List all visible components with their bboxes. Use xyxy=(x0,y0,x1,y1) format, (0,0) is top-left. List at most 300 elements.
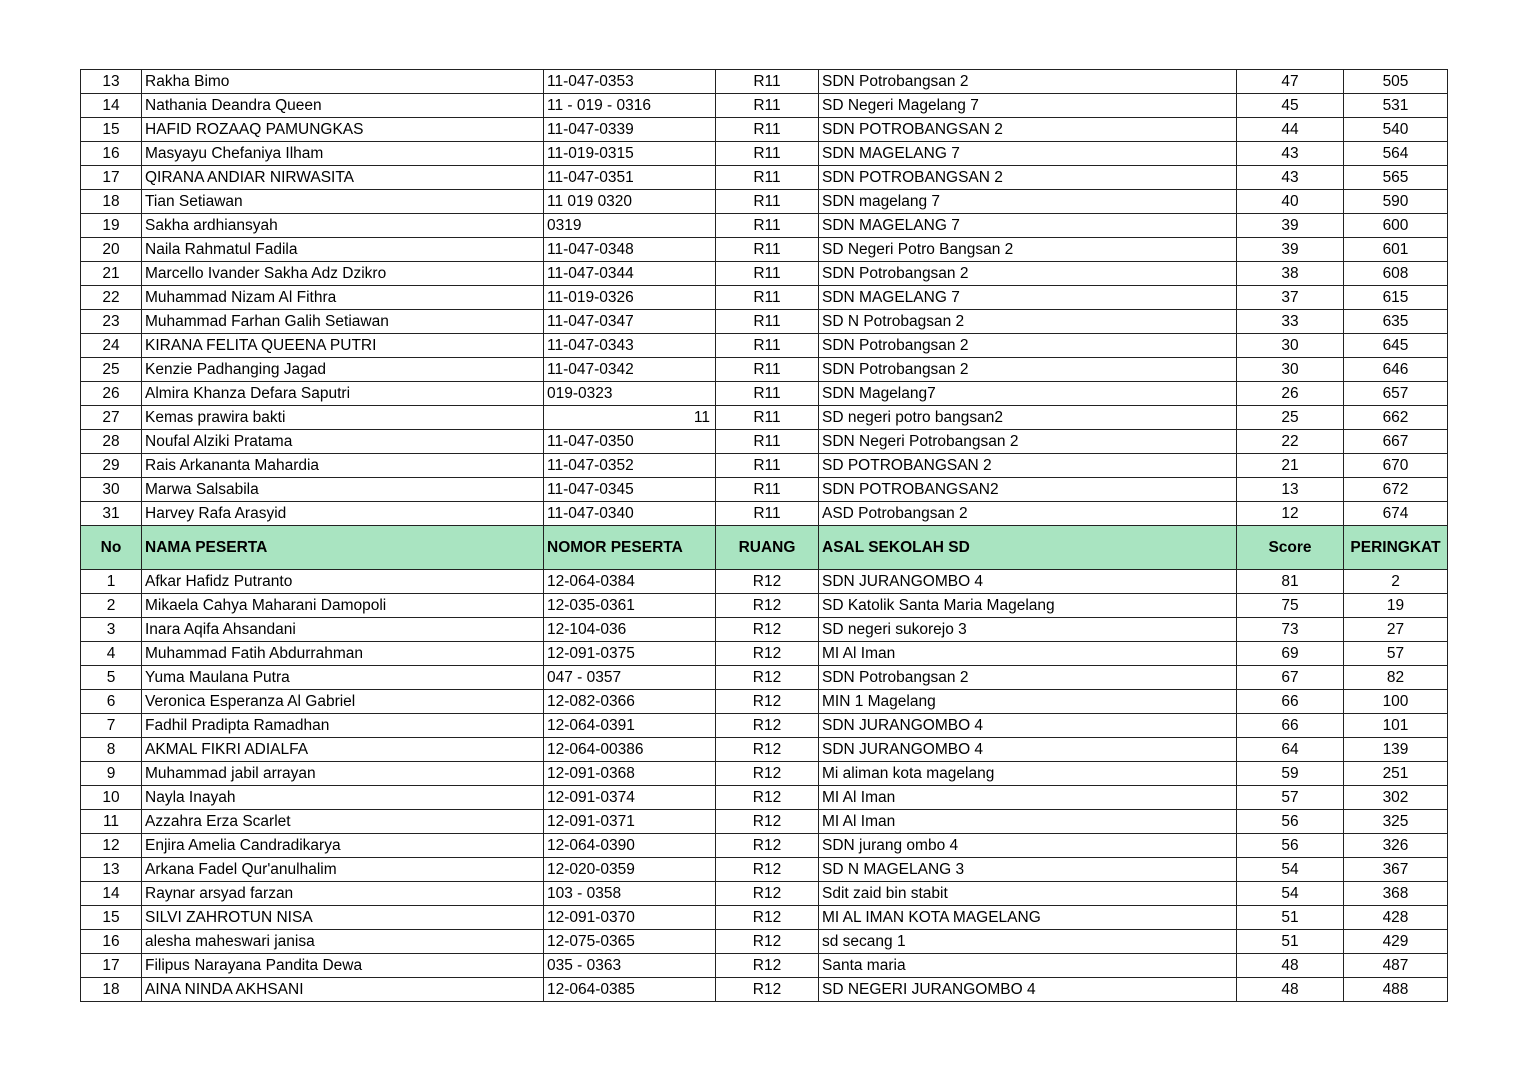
cell-name: Veronica Esperanza Al Gabriel xyxy=(142,690,544,714)
header-row xyxy=(81,526,1448,570)
cell-name: Marcello Ivander Sakha Adz Dzikro xyxy=(142,262,544,286)
cell-rank: 251 xyxy=(1344,762,1448,786)
cell-room: R12 xyxy=(716,690,819,714)
cell-rank: 564 xyxy=(1344,142,1448,166)
table-row xyxy=(81,570,1448,594)
cell-no: 16 xyxy=(81,142,142,166)
cell-school: SDN Negeri Potrobangsan 2 xyxy=(819,430,1237,454)
cell-score: 40 xyxy=(1237,190,1344,214)
table-row xyxy=(81,642,1448,666)
cell-rank: 326 xyxy=(1344,834,1448,858)
table-row xyxy=(81,618,1448,642)
cell-rank: 565 xyxy=(1344,166,1448,190)
cell-rank: 667 xyxy=(1344,430,1448,454)
cell-school: SDN JURANGOMBO 4 xyxy=(819,714,1237,738)
cell-room: R12 xyxy=(716,954,819,978)
cell-room: R11 xyxy=(716,358,819,382)
cell-no: 3 xyxy=(81,618,142,642)
cell-no: 30 xyxy=(81,478,142,502)
cell-school: SD Katolik Santa Maria Magelang xyxy=(819,594,1237,618)
cell-school: SDN magelang 7 xyxy=(819,190,1237,214)
cell-name: Masyayu Chefaniya Ilham xyxy=(142,142,544,166)
cell-name: Naila Rahmatul Fadila xyxy=(142,238,544,262)
cell-no: 18 xyxy=(81,978,142,1002)
cell-rank: 601 xyxy=(1344,238,1448,262)
cell-name: Muhammad jabil arrayan xyxy=(142,762,544,786)
cell-room: R12 xyxy=(716,786,819,810)
cell-no: 18 xyxy=(81,190,142,214)
cell-room: R12 xyxy=(716,882,819,906)
cell-school: SD N Potrobagsan 2 xyxy=(819,310,1237,334)
cell-room: R12 xyxy=(716,906,819,930)
cell-number: 12-064-0390 xyxy=(544,834,716,858)
cell-rank: 657 xyxy=(1344,382,1448,406)
table-row xyxy=(81,382,1448,406)
cell-score: 12 xyxy=(1237,502,1344,526)
cell-room: R11 xyxy=(716,382,819,406)
cell-number: 11-047-0348 xyxy=(544,238,716,262)
cell-school: SDN Potrobangsan 2 xyxy=(819,666,1237,690)
cell-no: 23 xyxy=(81,310,142,334)
cell-no: 13 xyxy=(81,70,142,94)
cell-rank: 19 xyxy=(1344,594,1448,618)
cell-room: R11 xyxy=(716,310,819,334)
cell-rank: 608 xyxy=(1344,262,1448,286)
cell-number: 11-019-0326 xyxy=(544,286,716,310)
cell-no: 22 xyxy=(81,286,142,310)
cell-score: 54 xyxy=(1237,858,1344,882)
cell-room: R12 xyxy=(716,594,819,618)
cell-score: 51 xyxy=(1237,930,1344,954)
cell-number: 12-075-0365 xyxy=(544,930,716,954)
cell-score: 33 xyxy=(1237,310,1344,334)
table-row xyxy=(81,762,1448,786)
cell-room: R12 xyxy=(716,858,819,882)
cell-name: Sakha ardhiansyah xyxy=(142,214,544,238)
cell-score: 47 xyxy=(1237,70,1344,94)
cell-rank: 100 xyxy=(1344,690,1448,714)
cell-no: 2 xyxy=(81,594,142,618)
table-row xyxy=(81,738,1448,762)
cell-school: Santa maria xyxy=(819,954,1237,978)
table-body-r12 xyxy=(81,570,1448,1002)
cell-name: Afkar Hafidz Putranto xyxy=(142,570,544,594)
cell-score: 54 xyxy=(1237,882,1344,906)
cell-score: 43 xyxy=(1237,142,1344,166)
cell-name: Rais Arkananta Mahardia xyxy=(142,454,544,478)
cell-number: 12-091-0371 xyxy=(544,810,716,834)
table-row xyxy=(81,834,1448,858)
header-school: ASAL SEKOLAH SD xyxy=(819,526,1237,570)
cell-score: 45 xyxy=(1237,94,1344,118)
cell-no: 13 xyxy=(81,858,142,882)
cell-room: R11 xyxy=(716,430,819,454)
cell-school: SDN POTROBANGSAN 2 xyxy=(819,166,1237,190)
cell-school: MI Al Iman xyxy=(819,642,1237,666)
cell-rank: 646 xyxy=(1344,358,1448,382)
cell-school: SDN POTROBANGSAN 2 xyxy=(819,118,1237,142)
cell-name: Tian Setiawan xyxy=(142,190,544,214)
table-row xyxy=(81,594,1448,618)
cell-room: R11 xyxy=(716,118,819,142)
cell-no: 26 xyxy=(81,382,142,406)
cell-school: SDN JURANGOMBO 4 xyxy=(819,738,1237,762)
cell-room: R11 xyxy=(716,286,819,310)
results-table xyxy=(80,69,1448,1002)
cell-number: 12-020-0359 xyxy=(544,858,716,882)
table-row xyxy=(81,310,1448,334)
cell-name: Marwa Salsabila xyxy=(142,478,544,502)
cell-school: SDN JURANGOMBO 4 xyxy=(819,570,1237,594)
table-row xyxy=(81,334,1448,358)
cell-number: 11-047-0352 xyxy=(544,454,716,478)
cell-score: 21 xyxy=(1237,454,1344,478)
cell-name: Muhammad Fatih Abdurrahman xyxy=(142,642,544,666)
cell-room: R12 xyxy=(716,762,819,786)
cell-no: 31 xyxy=(81,502,142,526)
cell-name: Enjira Amelia Candradikarya xyxy=(142,834,544,858)
cell-score: 39 xyxy=(1237,214,1344,238)
cell-no: 1 xyxy=(81,570,142,594)
table-body-r11 xyxy=(81,70,1448,526)
table-row xyxy=(81,454,1448,478)
cell-rank: 600 xyxy=(1344,214,1448,238)
cell-number: 12-035-0361 xyxy=(544,594,716,618)
cell-room: R11 xyxy=(716,94,819,118)
header-score: Score xyxy=(1237,526,1344,570)
table-row xyxy=(81,714,1448,738)
cell-room: R11 xyxy=(716,478,819,502)
cell-number: 12-091-0375 xyxy=(544,642,716,666)
cell-school: SDN MAGELANG 7 xyxy=(819,142,1237,166)
cell-room: R12 xyxy=(716,930,819,954)
cell-room: R11 xyxy=(716,190,819,214)
table-row xyxy=(81,406,1448,430)
cell-no: 27 xyxy=(81,406,142,430)
table-row xyxy=(81,118,1448,142)
cell-name: Raynar arsyad farzan xyxy=(142,882,544,906)
cell-room: R12 xyxy=(716,570,819,594)
table-row xyxy=(81,666,1448,690)
cell-school: SDN Magelang7 xyxy=(819,382,1237,406)
cell-name: HAFID ROZAAQ PAMUNGKAS xyxy=(142,118,544,142)
cell-score: 57 xyxy=(1237,786,1344,810)
cell-number: 0319 xyxy=(544,214,716,238)
cell-no: 4 xyxy=(81,642,142,666)
cell-rank: 487 xyxy=(1344,954,1448,978)
table-row xyxy=(81,954,1448,978)
cell-score: 73 xyxy=(1237,618,1344,642)
table-row xyxy=(81,142,1448,166)
table-row xyxy=(81,882,1448,906)
cell-no: 6 xyxy=(81,690,142,714)
cell-number: 12-064-0391 xyxy=(544,714,716,738)
cell-number: 12-091-0368 xyxy=(544,762,716,786)
table-row xyxy=(81,858,1448,882)
cell-rank: 325 xyxy=(1344,810,1448,834)
table-row xyxy=(81,430,1448,454)
cell-school: SDN Potrobangsan 2 xyxy=(819,262,1237,286)
cell-rank: 672 xyxy=(1344,478,1448,502)
cell-number: 035 - 0363 xyxy=(544,954,716,978)
cell-score: 59 xyxy=(1237,762,1344,786)
cell-name: KIRANA FELITA QUEENA PUTRI xyxy=(142,334,544,358)
table-row xyxy=(81,906,1448,930)
cell-score: 48 xyxy=(1237,978,1344,1002)
cell-number: 12-091-0370 xyxy=(544,906,716,930)
cell-school: SD negeri potro bangsan2 xyxy=(819,406,1237,430)
cell-no: 25 xyxy=(81,358,142,382)
cell-room: R12 xyxy=(716,714,819,738)
cell-number: 12-064-0384 xyxy=(544,570,716,594)
cell-rank: 2 xyxy=(1344,570,1448,594)
cell-name: Rakha Bimo xyxy=(142,70,544,94)
cell-room: R11 xyxy=(716,502,819,526)
cell-room: R12 xyxy=(716,642,819,666)
cell-no: 28 xyxy=(81,430,142,454)
table-row xyxy=(81,190,1448,214)
cell-school: SDN Potrobangsan 2 xyxy=(819,334,1237,358)
cell-rank: 590 xyxy=(1344,190,1448,214)
cell-room: R11 xyxy=(716,238,819,262)
cell-rank: 505 xyxy=(1344,70,1448,94)
cell-no: 20 xyxy=(81,238,142,262)
cell-score: 67 xyxy=(1237,666,1344,690)
cell-name: Mikaela Cahya Maharani Damopoli xyxy=(142,594,544,618)
cell-score: 22 xyxy=(1237,430,1344,454)
cell-school: MIN 1 Magelang xyxy=(819,690,1237,714)
cell-name: AKMAL FIKRI ADIALFA xyxy=(142,738,544,762)
cell-school: SDN MAGELANG 7 xyxy=(819,286,1237,310)
cell-rank: 101 xyxy=(1344,714,1448,738)
cell-school: SD negeri sukorejo 3 xyxy=(819,618,1237,642)
cell-school: SDN Potrobangsan 2 xyxy=(819,358,1237,382)
cell-school: SD Negeri Magelang 7 xyxy=(819,94,1237,118)
cell-school: Mi aliman kota magelang xyxy=(819,762,1237,786)
cell-score: 75 xyxy=(1237,594,1344,618)
cell-score: 51 xyxy=(1237,906,1344,930)
cell-name: Inara Aqifa Ahsandani xyxy=(142,618,544,642)
cell-number: 019-0323 xyxy=(544,382,716,406)
cell-rank: 531 xyxy=(1344,94,1448,118)
cell-number: 11 019 0320 xyxy=(544,190,716,214)
table-row xyxy=(81,238,1448,262)
cell-room: R11 xyxy=(716,262,819,286)
cell-score: 66 xyxy=(1237,714,1344,738)
cell-name: Arkana Fadel Qur'anulhalim xyxy=(142,858,544,882)
cell-score: 38 xyxy=(1237,262,1344,286)
cell-rank: 302 xyxy=(1344,786,1448,810)
cell-score: 56 xyxy=(1237,810,1344,834)
cell-number: 11 xyxy=(544,406,716,430)
cell-score: 25 xyxy=(1237,406,1344,430)
cell-name: Almira Khanza Defara Saputri xyxy=(142,382,544,406)
cell-score: 56 xyxy=(1237,834,1344,858)
cell-rank: 429 xyxy=(1344,930,1448,954)
cell-number: 12-064-0385 xyxy=(544,978,716,1002)
cell-room: R12 xyxy=(716,810,819,834)
cell-no: 14 xyxy=(81,882,142,906)
header-name: NAMA PESERTA xyxy=(142,526,544,570)
cell-no: 8 xyxy=(81,738,142,762)
cell-no: 21 xyxy=(81,262,142,286)
table-row xyxy=(81,810,1448,834)
header-number: NOMOR PESERTA xyxy=(544,526,716,570)
cell-rank: 82 xyxy=(1344,666,1448,690)
cell-room: R11 xyxy=(716,334,819,358)
cell-number: 11-047-0353 xyxy=(544,70,716,94)
cell-name: Kemas prawira bakti xyxy=(142,406,544,430)
cell-name: Yuma Maulana Putra xyxy=(142,666,544,690)
cell-number: 12-064-00386 xyxy=(544,738,716,762)
cell-name: Filipus Narayana Pandita Dewa xyxy=(142,954,544,978)
table-row xyxy=(81,286,1448,310)
table-row xyxy=(81,94,1448,118)
cell-score: 30 xyxy=(1237,334,1344,358)
cell-no: 19 xyxy=(81,214,142,238)
cell-no: 7 xyxy=(81,714,142,738)
cell-room: R12 xyxy=(716,618,819,642)
cell-number: 11-047-0342 xyxy=(544,358,716,382)
table-row xyxy=(81,214,1448,238)
cell-school: Sdit zaid bin stabit xyxy=(819,882,1237,906)
cell-rank: 368 xyxy=(1344,882,1448,906)
cell-name: Nayla Inayah xyxy=(142,786,544,810)
cell-number: 11-047-0351 xyxy=(544,166,716,190)
cell-number: 11-047-0350 xyxy=(544,430,716,454)
cell-score: 69 xyxy=(1237,642,1344,666)
cell-room: R11 xyxy=(716,406,819,430)
cell-score: 39 xyxy=(1237,238,1344,262)
cell-no: 5 xyxy=(81,666,142,690)
cell-no: 24 xyxy=(81,334,142,358)
cell-school: SD NEGERI JURANGOMBO 4 xyxy=(819,978,1237,1002)
cell-school: MI Al Iman xyxy=(819,786,1237,810)
cell-number: 12-104-036 xyxy=(544,618,716,642)
header-rank: PERINGKAT xyxy=(1344,526,1448,570)
cell-number: 047 - 0357 xyxy=(544,666,716,690)
cell-rank: 428 xyxy=(1344,906,1448,930)
cell-score: 66 xyxy=(1237,690,1344,714)
cell-no: 14 xyxy=(81,94,142,118)
cell-name: SILVI ZAHROTUN NISA xyxy=(142,906,544,930)
table-row xyxy=(81,262,1448,286)
cell-rank: 488 xyxy=(1344,978,1448,1002)
cell-no: 29 xyxy=(81,454,142,478)
cell-no: 17 xyxy=(81,166,142,190)
cell-no: 12 xyxy=(81,834,142,858)
cell-rank: 615 xyxy=(1344,286,1448,310)
cell-no: 11 xyxy=(81,810,142,834)
cell-name: alesha maheswari janisa xyxy=(142,930,544,954)
cell-name: Kenzie Padhanging Jagad xyxy=(142,358,544,382)
cell-rank: 635 xyxy=(1344,310,1448,334)
cell-school: SDN Potrobangsan 2 xyxy=(819,70,1237,94)
cell-school: SDN jurang ombo 4 xyxy=(819,834,1237,858)
table-row xyxy=(81,786,1448,810)
cell-school: SD N MAGELANG 3 xyxy=(819,858,1237,882)
cell-room: R12 xyxy=(716,738,819,762)
cell-rank: 139 xyxy=(1344,738,1448,762)
cell-number: 12-091-0374 xyxy=(544,786,716,810)
cell-name: Muhammad Farhan Galih Setiawan xyxy=(142,310,544,334)
cell-score: 81 xyxy=(1237,570,1344,594)
cell-school: MI Al Iman xyxy=(819,810,1237,834)
cell-score: 48 xyxy=(1237,954,1344,978)
cell-number: 11-047-0344 xyxy=(544,262,716,286)
cell-score: 64 xyxy=(1237,738,1344,762)
cell-school: SDN POTROBANGSAN2 xyxy=(819,478,1237,502)
cell-name: Muhammad Nizam Al Fithra xyxy=(142,286,544,310)
cell-no: 15 xyxy=(81,906,142,930)
cell-name: Azzahra Erza Scarlet xyxy=(142,810,544,834)
cell-no: 15 xyxy=(81,118,142,142)
cell-name: AINA NINDA AKHSANI xyxy=(142,978,544,1002)
cell-rank: 662 xyxy=(1344,406,1448,430)
cell-number: 11-047-0347 xyxy=(544,310,716,334)
cell-no: 9 xyxy=(81,762,142,786)
cell-name: Nathania Deandra Queen xyxy=(142,94,544,118)
table-row xyxy=(81,978,1448,1002)
cell-number: 11-047-0340 xyxy=(544,502,716,526)
cell-number: 12-082-0366 xyxy=(544,690,716,714)
cell-rank: 367 xyxy=(1344,858,1448,882)
header-no: No xyxy=(81,526,142,570)
cell-room: R11 xyxy=(716,70,819,94)
cell-school: SDN MAGELANG 7 xyxy=(819,214,1237,238)
cell-room: R11 xyxy=(716,166,819,190)
table-row xyxy=(81,70,1448,94)
table-row xyxy=(81,478,1448,502)
cell-school: SD POTROBANGSAN 2 xyxy=(819,454,1237,478)
table-row xyxy=(81,358,1448,382)
cell-room: R11 xyxy=(716,142,819,166)
cell-name: Fadhil Pradipta Ramadhan xyxy=(142,714,544,738)
cell-room: R11 xyxy=(716,454,819,478)
cell-school: ASD Potrobangsan 2 xyxy=(819,502,1237,526)
cell-school: SD Negeri Potro Bangsan 2 xyxy=(819,238,1237,262)
table-header xyxy=(81,526,1448,570)
cell-no: 16 xyxy=(81,930,142,954)
cell-room: R12 xyxy=(716,978,819,1002)
cell-number: 11-019-0315 xyxy=(544,142,716,166)
cell-room: R12 xyxy=(716,666,819,690)
cell-number: 11-047-0343 xyxy=(544,334,716,358)
cell-score: 43 xyxy=(1237,166,1344,190)
cell-school: MI AL IMAN KOTA MAGELANG xyxy=(819,906,1237,930)
cell-number: 103 - 0358 xyxy=(544,882,716,906)
cell-rank: 57 xyxy=(1344,642,1448,666)
header-room: RUANG xyxy=(716,526,819,570)
table-row xyxy=(81,166,1448,190)
cell-school: sd secang 1 xyxy=(819,930,1237,954)
cell-name: Harvey Rafa Arasyid xyxy=(142,502,544,526)
cell-score: 37 xyxy=(1237,286,1344,310)
table-row xyxy=(81,502,1448,526)
cell-score: 26 xyxy=(1237,382,1344,406)
cell-no: 10 xyxy=(81,786,142,810)
cell-rank: 645 xyxy=(1344,334,1448,358)
cell-number: 11 - 019 - 0316 xyxy=(544,94,716,118)
cell-no: 17 xyxy=(81,954,142,978)
cell-rank: 27 xyxy=(1344,618,1448,642)
cell-rank: 674 xyxy=(1344,502,1448,526)
cell-name: Noufal Alziki Pratama xyxy=(142,430,544,454)
cell-score: 30 xyxy=(1237,358,1344,382)
cell-score: 44 xyxy=(1237,118,1344,142)
cell-rank: 540 xyxy=(1344,118,1448,142)
cell-name: QIRANA ANDIAR NIRWASITA xyxy=(142,166,544,190)
